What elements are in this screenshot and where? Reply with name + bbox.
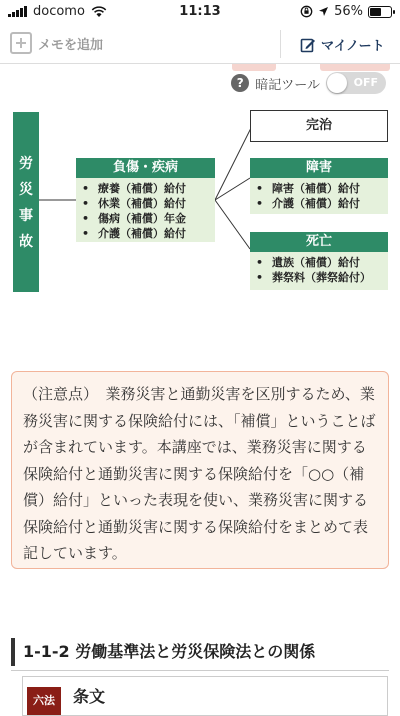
add-memo-label: メモを追加 <box>38 37 104 53</box>
caution-note: （注意点） 業務災害と通勤災害を区別するため、業務災害に関する保険給付には、「補償」ということばが含まれています。本講座では、業務災害に関する保険給付と通勤災害に関する保険給付を「○○（補償）給付」といった表現を使い、業務災害に関する保険給付と通勤災害に関する保険給付をまとめて表記しています。 <box>11 371 389 569</box>
anki-toggle[interactable] <box>326 72 386 94</box>
clock: 11:13 <box>179 4 221 19</box>
disability-box-title: 障害 <box>250 158 388 178</box>
disability-item: • 障害（補償）給付 <box>256 181 388 196</box>
toolbar <box>0 24 400 64</box>
root-char: 事 <box>19 208 33 224</box>
section-divider <box>11 670 389 671</box>
edit-note-icon <box>300 37 316 53</box>
section-heading: 1-1-2 労働基準法と労災保険法との関係 <box>11 638 389 666</box>
anki-tool-label: 暗記ツール <box>255 77 320 93</box>
injury-box-title: 負傷・疾病 <box>76 158 215 178</box>
tab-indicator-left <box>232 64 276 71</box>
battery-fill <box>370 8 381 16</box>
disability-item: • 介護（補償）給付 <box>256 196 388 211</box>
injury-item: • 休業（補償）給付 <box>82 196 215 211</box>
anki-tool <box>231 72 386 94</box>
root-char: 故 <box>19 234 33 250</box>
roppou-tag: 六法 <box>27 687 61 715</box>
orientation-lock-icon <box>300 5 313 18</box>
root-box-work-accident <box>13 112 39 292</box>
battery-icon <box>368 6 392 18</box>
toggle-knob <box>327 73 347 93</box>
help-icon[interactable]: ? <box>231 74 249 92</box>
injury-box <box>76 158 215 242</box>
death-box-title: 死亡 <box>250 232 388 252</box>
battery-percent: 56% <box>334 4 363 19</box>
connector-death <box>215 200 250 249</box>
statute-title: 条文 <box>73 687 106 706</box>
death-item: • 葬祭料（葬祭給付） <box>256 270 388 285</box>
injury-item: • 介護（補償）給付 <box>82 226 215 241</box>
location-icon <box>318 6 329 17</box>
injury-item: • 傷病（補償）年金 <box>82 211 215 226</box>
toggle-state: OFF <box>353 76 378 89</box>
death-box <box>250 232 388 290</box>
root-char: 災 <box>19 182 33 198</box>
mynote-button[interactable] <box>300 35 385 54</box>
tab-indicator-right <box>320 64 390 71</box>
statute-card[interactable] <box>22 676 388 716</box>
toolbar-divider <box>280 30 281 58</box>
mynote-label: マイノート <box>321 39 385 54</box>
carrier-name: docomo <box>33 4 85 19</box>
death-item: • 遺族（補償）給付 <box>256 255 388 270</box>
disability-box <box>250 158 388 214</box>
cured-box: 完治 <box>250 110 388 142</box>
status-bar <box>0 0 400 24</box>
injury-item: • 療養（補償）給付 <box>82 181 215 196</box>
add-memo-button[interactable] <box>10 32 103 54</box>
root-char: 労 <box>19 156 33 172</box>
add-icon <box>10 32 32 54</box>
status-right <box>300 4 392 19</box>
benefit-diagram <box>0 104 400 304</box>
